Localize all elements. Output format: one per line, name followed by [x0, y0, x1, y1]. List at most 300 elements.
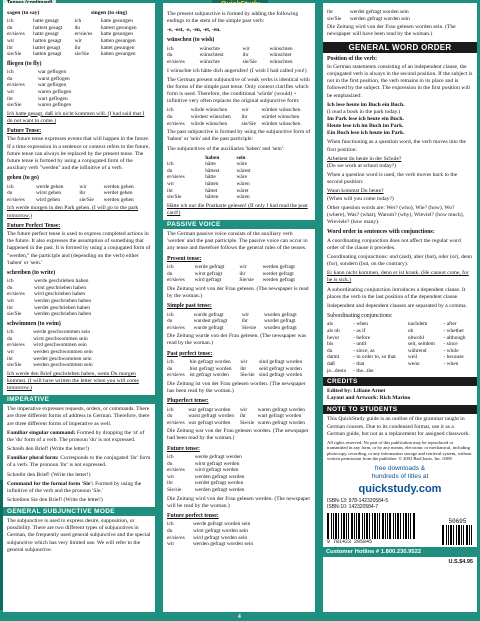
table-cell: ich [167, 311, 174, 318]
barcode-bar [405, 513, 407, 539]
subjunctive-intro: The present subjunctive is formed by adding the following endings to the stem of the simple past verb: [167, 11, 299, 25]
sagen-heading: sagen (to say) [7, 10, 40, 16]
table-cell: du [167, 52, 173, 59]
table-cell: wir [242, 45, 250, 52]
table-cell: wurde gefragt [193, 324, 224, 331]
table-cell: sind gefragt worden [259, 359, 303, 366]
example-sentence: Schreibt den Brief! (Write the letter!) [7, 471, 91, 478]
table-cell: sie/Sie [327, 15, 342, 22]
table-cell: sie/Sie [241, 120, 256, 127]
barcode-bar [458, 525, 460, 545]
credit-editor: Edited by: Liliane Arnet [327, 388, 386, 395]
barcode-bars [327, 513, 416, 539]
table-cell: wird gefragt werden [194, 467, 239, 474]
table-row [7, 305, 115, 312]
table-cell: hattest gesagt [33, 24, 63, 31]
table-cell: wirst gehen [36, 190, 62, 197]
barcode-addon-digits: 50695 [448, 518, 467, 526]
barcode-bar [372, 513, 373, 539]
table-row [327, 354, 473, 361]
promo-block [327, 465, 473, 496]
table-row [7, 38, 151, 45]
table-cell: wirst gefragt worden sein [193, 527, 248, 534]
table-cell: ihr [167, 480, 173, 487]
table-cell: er/sie/es [167, 324, 185, 331]
promo-line-2: hundreds of titles at [371, 473, 429, 481]
fliegen-table [7, 69, 93, 109]
table-row [7, 311, 115, 318]
barcode-bar [446, 525, 447, 545]
table-row [7, 184, 151, 191]
table-cell: je...desto [327, 367, 347, 374]
example-sentence: Wann kommst Du heute? [327, 188, 384, 195]
table-cell: ob [407, 328, 414, 334]
table-row [167, 467, 268, 474]
subjunctive-explanation: The German present subjunctive of weak verbs is identical with the forms of the simple past tense. Only context clarifies which form is used. Therefore, the conditional 'würde' (would) + infinitive very often replaces the original subjunctive form: [167, 76, 310, 105]
verb-position-text: In German statements consisting of an independent clause, the conjugated verb is always in the second position. If the subject is not in the first position, the verb remains in its place and is followed by the subject. The expression in the first position will be emphasized: [327, 63, 473, 99]
table-cell: ich [167, 107, 174, 114]
table-cell: du [167, 167, 173, 174]
table-cell: werden gefragt [262, 277, 295, 284]
table-cell: er/sie/es [74, 31, 93, 38]
barcode-bar [362, 513, 363, 539]
auxiliaries-text: The subjunctives of the auxiliaries 'haben' and 'sein': [167, 145, 285, 152]
table-cell: - in order to, so that [353, 354, 396, 361]
barcode-bar [333, 513, 334, 539]
table-cell: du [167, 413, 173, 420]
table-cell: wirst geschwommen sein [33, 335, 88, 342]
table-row [7, 362, 115, 369]
table-cell: du [167, 527, 173, 534]
table-cell: wirst gefragt werden [194, 460, 240, 467]
barcode-bar [338, 513, 339, 539]
table-cell: wir [79, 183, 87, 190]
table-cell: wären [236, 181, 250, 188]
table-cell: werdet gefragt [262, 270, 294, 277]
table-cell: ihr [239, 270, 246, 277]
barcode-bar [450, 525, 452, 545]
table-cell: hätten [205, 181, 219, 188]
table-row [7, 342, 115, 349]
example-sentence: Die Zeitung wurde von der Frau gelesen. (The newspaper was read by the woman.) [167, 333, 307, 347]
table-cell: du [7, 75, 13, 82]
future-passive-table [167, 454, 268, 494]
table-cell: du [167, 460, 173, 467]
table-cell: nachdem [407, 321, 428, 328]
table-cell: wünschte [199, 45, 220, 52]
table-cell: wird geschrieben haben [33, 291, 86, 298]
table-cell: wünschte [199, 59, 220, 66]
table-row [7, 51, 151, 58]
future-perfect-passive-table-cont [327, 9, 437, 22]
table-cell: du [167, 114, 173, 121]
table-row [327, 321, 473, 328]
table-cell: er/sie/es [7, 196, 25, 203]
table-cell: hätten [205, 194, 219, 201]
barcode-bar [366, 513, 368, 539]
table-cell: werde gefragt worden sein [193, 521, 251, 528]
table-cell: ich [167, 45, 174, 52]
table-cell: - whether [443, 328, 464, 334]
barcode-bar [408, 513, 409, 539]
table-cell: er/sie/es [167, 174, 185, 181]
table-row [327, 328, 473, 335]
question-text: When functioning as a question word, the verb moves into the first position: [327, 139, 467, 153]
table-cell: er/sie/es [7, 31, 25, 38]
table-cell: ihr [241, 114, 248, 121]
barcode-bar [335, 513, 337, 539]
table-row [167, 487, 268, 494]
future-perfect-heading: Future perfect tense: [167, 512, 219, 519]
table-cell: wart geflogen [37, 95, 68, 102]
table-row [7, 356, 115, 363]
subordinating-text: A subordinating conjunction introduces a dependent clause. It places the verb in the last position of the dependent clause. [327, 286, 466, 300]
wuenschen-heading: wünschen (to wish) [167, 37, 215, 44]
question-words-list: Other question words are: Wer? (who), Wie? (how), Wo? (where), Was? (what), Warum? (why), Wieviel? (how much), Wieviele? (how many). [327, 204, 464, 226]
table-cell: wurdest gefragt [193, 318, 228, 325]
table-cell: - since, as [353, 347, 375, 354]
table-cell: ist gefragt worden [189, 372, 229, 379]
isbn-13: ISBN-13: 978-142320584-5 [327, 497, 389, 504]
table-cell: du [7, 335, 13, 342]
table-cell: werden gefragt werden [194, 487, 245, 493]
comma-rule-text: Independent and dependent clauses are separated by a comma. [327, 302, 467, 309]
table-row [327, 348, 473, 355]
table-row [167, 372, 311, 379]
barcode-bar [369, 513, 370, 539]
table-cell: hättet [205, 187, 218, 194]
table-cell: wird geschwommen sein [33, 342, 87, 349]
past-subjunctive-text: The past subjunctive is formed by using the subjunctive form of 'haben' or 'sein' and the past participle: [167, 129, 311, 143]
general-word-order-band: GENERAL WORD ORDER [323, 42, 477, 53]
barcode-bar [461, 525, 462, 545]
example-sentence: Die Zeitung wird von der Frau gelesen. (The newspaper is read by the woman.) [167, 285, 309, 299]
wuenschen-table [167, 46, 311, 66]
barcode-bar [341, 513, 342, 539]
table-cell: wäret [236, 187, 249, 194]
table-cell: werden geschwommen sein [33, 349, 93, 356]
table-cell: daß [327, 360, 335, 367]
table-cell: Sie/sie [239, 277, 254, 284]
table-cell: wäre [236, 174, 247, 181]
imperative-text: The imperative expresses requests, orders, or commands. There are three different forms of address in German. Therefore, there are three different forms of imperative as well. [7, 406, 150, 427]
table-cell: wurden gefragt [263, 324, 297, 331]
barcode-bar [354, 513, 355, 539]
table-cell: war gefragt worden [188, 419, 231, 426]
barcode-bar [374, 513, 376, 539]
table-cell: wäre [236, 161, 247, 168]
verb-position-heading: Position of the verb: [327, 55, 378, 62]
table-cell: er/sie/es [167, 277, 185, 284]
table-row [167, 359, 311, 366]
table-cell: ich [7, 278, 14, 285]
table-cell: ihr [79, 190, 86, 197]
credits-band: CREDITS [323, 377, 477, 386]
barcode-bar [400, 513, 401, 539]
table-row [327, 9, 437, 16]
table-row [327, 335, 473, 342]
example-translation: (When will you come today?) [327, 195, 394, 202]
table-cell: hatte gesungen [100, 31, 133, 38]
table-row [327, 341, 473, 348]
table-cell: du [167, 318, 173, 325]
barcode [327, 513, 473, 545]
example-sentence: Arbeitest du heute in der Schule? [327, 155, 402, 162]
promo-url-link[interactable]: quickstudy.com [358, 482, 442, 495]
table-cell: ihr [7, 44, 13, 51]
table-cell: waren geflogen [37, 88, 72, 95]
table-cell: waren gefragt worden [257, 419, 305, 426]
table-row [7, 25, 151, 32]
barcode-bar [413, 513, 415, 539]
example-sentence: Schreib den Brief! (Write the letter!) [7, 446, 89, 453]
table-cell: würdest wünschen [190, 114, 231, 121]
table-cell: - the...the [353, 367, 374, 374]
table-cell: waren gefragt worden [257, 406, 305, 413]
table-cell: ihr [242, 52, 249, 59]
barcode-bar [327, 513, 329, 539]
barcode-bar [351, 513, 353, 539]
barcode-bar [395, 513, 396, 539]
table-cell: wirst geschrieben haben [33, 284, 87, 291]
question-word-text: When a question word is used, the verb moves back to the second position: [327, 172, 458, 186]
pluperfect-passive-table [167, 407, 311, 427]
table-cell: - until [353, 341, 367, 348]
table-cell: Sie/sie [241, 324, 257, 331]
schwimmen-table [7, 329, 115, 369]
future-perfect-passive-table [167, 521, 275, 547]
barcode-bar [469, 525, 470, 545]
word-order-examples: Ich lese heute im Buch ein Buch. (I read a book in the park today.) Im Park lese ich heute ein Buch. Heute lese ich im Buch im Park. Ein Buch lese ich heute im Park. [327, 101, 405, 137]
table-cell: warst geflogen [37, 75, 70, 82]
table-row [7, 31, 151, 38]
table-row [167, 264, 311, 271]
table-cell: ich [167, 359, 174, 366]
barcode-bar [397, 513, 399, 539]
imperative-band: IMPERATIVE [3, 395, 155, 404]
table-row [7, 197, 151, 204]
barcode-bar [377, 513, 378, 539]
table-cell: als [327, 321, 333, 328]
table-cell: ihr [327, 9, 333, 15]
table-cell: wird gefragt [194, 277, 222, 284]
table-cell: ich [7, 69, 14, 76]
future-perfect-text: The future perfect tense is used to express completed actions in the future. It also expresses the assumption of something that happened in the past. It is formed by using a conjugated form of "werden," the participle and (depending on the verb) either 'haben' or 'sein.' [7, 231, 151, 266]
table-cell: damit [327, 354, 340, 361]
table-cell: sind gefragt worden [259, 372, 303, 379]
barcode-bar [382, 513, 384, 539]
table-cell: - when [443, 360, 459, 367]
barcode-bar [466, 525, 468, 545]
table-cell [408, 368, 444, 375]
table-cell: werden geschrieben haben [33, 298, 92, 305]
table-cell: sie/Sie [79, 196, 94, 203]
table-row [7, 329, 115, 336]
table-cell: sie/Sie [74, 51, 89, 58]
price: U.S.$4.95 [448, 559, 473, 566]
table-cell: ich [74, 18, 82, 25]
table-cell: ich [167, 161, 174, 168]
table-cell: werdet geschrieben haben [33, 304, 90, 311]
schreiben-table [7, 278, 115, 318]
barcode-bar [364, 513, 365, 539]
table-row [7, 69, 93, 76]
table-row [167, 194, 268, 201]
table-cell: hatte gesungen [100, 18, 133, 25]
table-cell: hätte [205, 174, 216, 181]
singen-heading: singen (to sing) [90, 10, 127, 16]
table-cell: ich [7, 329, 14, 336]
table-cell: Sie/sie [239, 419, 255, 426]
table-cell: ich [167, 521, 174, 528]
table-cell: werden geschwommen sein [33, 362, 93, 369]
example-sentence: Die Zeitung wird von der Frau gelesen worden sein. (The newspaper will have been read by the woman.) [327, 24, 456, 38]
passive-text: The German passive voice consists of the auxiliary verb 'werden' and the past participle. The passive voice can occur in any tense and therefore follows the general rules of the tenses. [167, 231, 308, 252]
table-cell: sie/Sie [7, 311, 22, 318]
table-cell: bist gefragt worden [189, 365, 232, 372]
table-cell: wir [167, 473, 175, 480]
table-cell: du [7, 284, 13, 291]
table-cell: hatte gesagt [33, 18, 59, 25]
table-cell: wünschtet [269, 52, 292, 59]
schwimmen-heading: schwimmen (to swim) [7, 320, 61, 327]
subjunctive-endings: -e, -est, -e, -en, -et, -en. [167, 27, 221, 34]
barcode-bar [387, 513, 388, 539]
table-cell: wünschten [269, 59, 293, 66]
pluperfect-heading: Pluperfect tense: [167, 398, 209, 405]
barcode-bar [331, 513, 332, 539]
table-cell: wir [7, 37, 15, 44]
barcode-bar [343, 513, 345, 539]
table-row [167, 174, 268, 181]
table-cell: hatten gesungen [100, 51, 136, 58]
coordinating-text: Coordinating conjunctions: und (and), aber (but), oder (or), denn (for), sondern (but, on the contrary). [327, 253, 472, 268]
table-cell: ihr [167, 187, 173, 194]
column-1 [3, 3, 155, 612]
table-row [167, 413, 311, 420]
simple-past-passive-table [167, 312, 311, 332]
rights-text: All rights reserved. No part of this publication may be reproduced or transmitted in any form, or by any means, electronic or mechanical, including photocopy, recording, or any information storage and retrieval system, without written permission from the publisher. © 2002 BarCharts, Inc. 0308 [327, 439, 472, 462]
table-cell: war gefragt worden [188, 406, 231, 413]
table-row [167, 52, 311, 59]
conjunction-order-heading: Word order in sentences with conjunctions: [327, 229, 435, 236]
table-cell: ihr [7, 95, 13, 102]
table-row [167, 277, 311, 284]
subordinating-heading: Subordinating conjunctions: [327, 313, 393, 319]
table-cell: werdet gehen [103, 190, 133, 197]
barcode-bar [356, 513, 357, 539]
schreiben-heading: schreiben (to write) [7, 269, 56, 276]
present-passive-table [167, 264, 311, 284]
future-perfect-heading: Future Perfect Tense: [7, 222, 61, 229]
example-sentence: Die Zeitung ist von der Frau gelesen worden. (The newspaper has been read by the woman.) [167, 380, 306, 394]
table-cell: er/sie/es [167, 419, 185, 426]
table-cell: obwohl [407, 334, 425, 341]
table-cell: ich [167, 264, 174, 271]
table-row [327, 16, 437, 23]
table-cell: er/sie/es [7, 291, 25, 298]
table-cell: sie/Sie [167, 194, 182, 201]
table-cell: - because [443, 354, 464, 361]
simple-past-heading: Simple past tense: [167, 303, 212, 310]
table-row [167, 121, 311, 128]
table-cell: ich [167, 406, 174, 413]
wuerde-table [167, 107, 311, 127]
table-cell: ihr [240, 365, 247, 372]
table-cell: wir [74, 37, 82, 44]
conjunction-order-text: A coordinating conjunction does not affect the regular word order of the clause it precedes. [327, 237, 461, 251]
table-cell: ihr [74, 44, 81, 51]
table-cell: ihr [239, 413, 246, 420]
table-cell: - before [353, 334, 371, 341]
table-cell: wird gehen [36, 196, 61, 203]
subjunctive-band: GENERAL SUBJUNCTIVE MODE [3, 507, 155, 516]
column-2 [163, 3, 315, 612]
table-cell: sie/Sie [7, 102, 22, 109]
table-row [167, 107, 311, 114]
table-cell: sie/Sie [7, 362, 22, 369]
table-cell: war geflogen [37, 69, 67, 76]
table-cell: wurdet gefragt [263, 318, 296, 325]
table-cell: hatten gesagt [33, 51, 62, 58]
table-cell: - that [353, 360, 365, 367]
table-cell: hättest [205, 167, 220, 174]
table-cell: - while [443, 347, 459, 354]
table-row [167, 541, 275, 548]
table-cell: du [74, 24, 80, 31]
table-cell: sie/Sie [242, 59, 257, 66]
table-cell: werde gefragt werden [194, 454, 242, 461]
table-cell: hattet gesagt [33, 44, 61, 51]
table-cell: wirst gefragt [194, 270, 223, 277]
table-cell: wird gefragt worden sein [193, 534, 248, 541]
table-cell: du [7, 24, 13, 31]
future-tense-heading: Future tense: [167, 445, 200, 452]
table-row [7, 298, 115, 305]
table-row [167, 420, 311, 427]
column-3 [323, 3, 477, 612]
example-sentence: I wünschte ich hätte dich angerufen! (I wish I had called you!) [167, 67, 307, 74]
table-row [7, 336, 115, 343]
table-cell: wären [236, 194, 250, 201]
table-row [7, 349, 115, 356]
table-cell: werden gefragt worden sein [349, 15, 410, 22]
table-cell: während [407, 347, 427, 354]
fliegen-heading: fliegen (to fly) [7, 60, 42, 67]
barcode-digits: 9 781423 205845 [327, 539, 373, 546]
example-sentence: Hätte ich nur die Postkarte gelesen! (If only I had read the post card!) [167, 202, 308, 216]
table-cell [443, 368, 473, 375]
table-cell: bis [327, 341, 334, 348]
table-row [7, 285, 115, 292]
sagen-singen-table [7, 18, 151, 58]
table-cell: werden gehen [103, 183, 134, 190]
table-cell: du [167, 270, 173, 277]
table-cell: ihr [241, 318, 248, 325]
customer-hotline: Customer Hotline # 1.800.230.9522 [323, 547, 477, 557]
table-cell: wir [7, 349, 15, 356]
barcode-addon-bars [442, 525, 473, 545]
subordinating-table [327, 321, 473, 374]
barcode-bar [393, 513, 394, 539]
auxiliaries-table [167, 155, 268, 201]
table-row [167, 528, 275, 535]
table-cell: wir [241, 107, 249, 114]
table-cell: wir [239, 264, 247, 271]
table-cell: wir [241, 311, 250, 318]
table-row [7, 190, 151, 197]
familiar-plural: Familiar plural form: Corresponds to the conjugated 'ihr' form of a verb. The pronoun 'ihr' is not expressed. [7, 455, 151, 469]
